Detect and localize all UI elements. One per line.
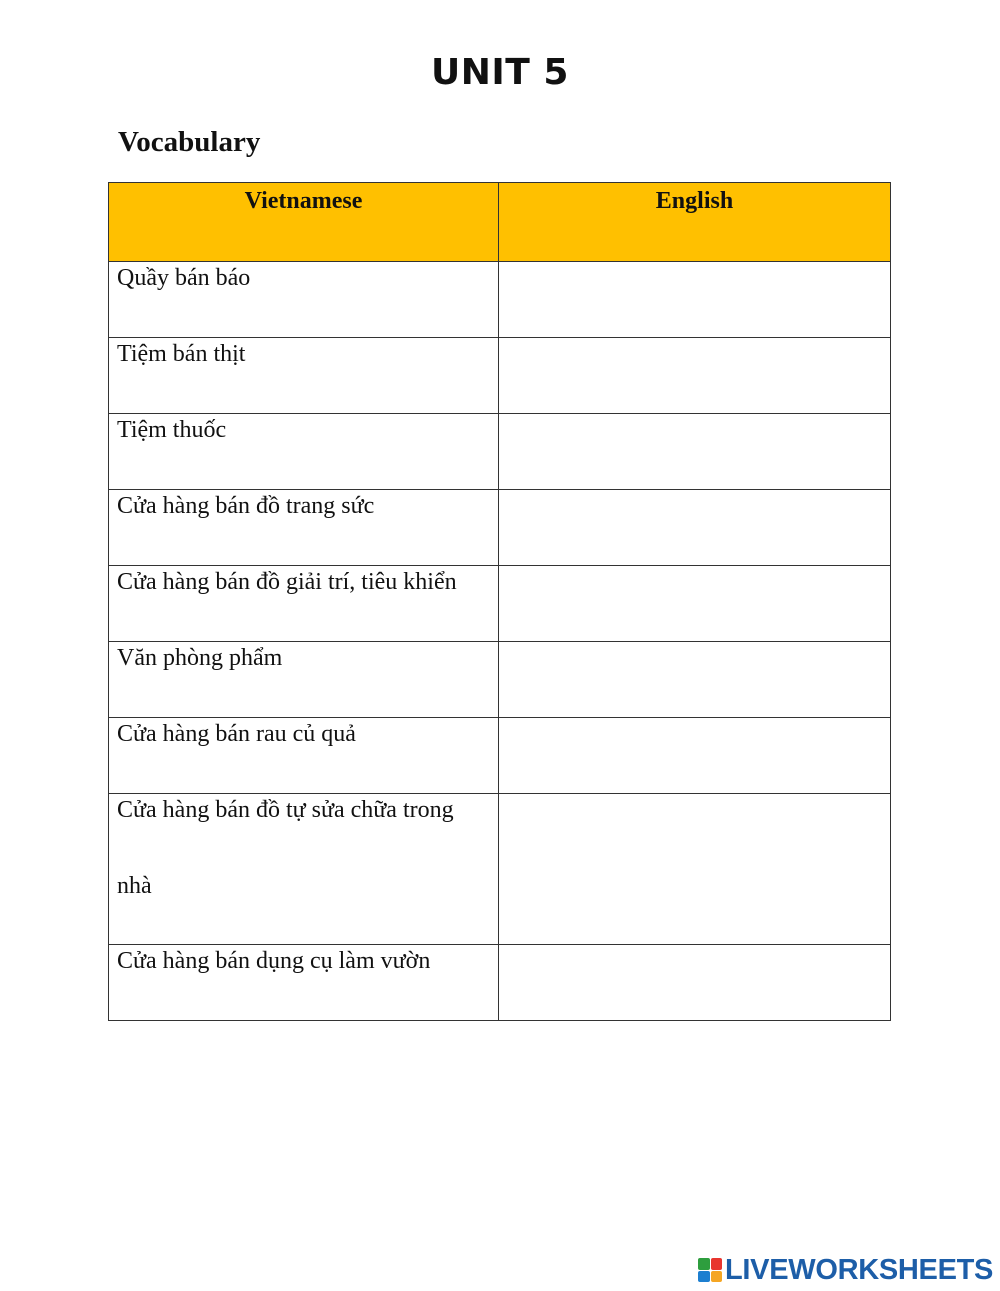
english-answer-cell[interactable] bbox=[499, 490, 891, 566]
vietnamese-cell: Cửa hàng bán dụng cụ làm vườn bbox=[109, 945, 499, 1021]
logo-square bbox=[698, 1271, 710, 1283]
logo-text: LIVEWORKSHEETS bbox=[725, 1253, 994, 1286]
vietnamese-cell: Cửa hàng bán đồ tự sửa chữa trong nhà bbox=[109, 794, 499, 945]
english-answer-cell[interactable] bbox=[499, 414, 891, 490]
logo-square bbox=[698, 1258, 710, 1270]
vietnamese-cell: Tiệm bán thịt bbox=[109, 338, 499, 414]
english-answer-cell[interactable] bbox=[499, 945, 891, 1021]
english-answer-cell[interactable] bbox=[499, 566, 891, 642]
vietnamese-cell: Cửa hàng bán rau củ quả bbox=[109, 718, 499, 794]
vocabulary-table bbox=[108, 182, 891, 1021]
english-answer-cell[interactable] bbox=[499, 338, 891, 414]
liveworksheets-logo-icon bbox=[698, 1258, 722, 1282]
english-answer-cell[interactable] bbox=[499, 642, 891, 718]
table-header-row bbox=[109, 183, 891, 262]
logo-square bbox=[711, 1271, 723, 1283]
english-answer-cell[interactable] bbox=[499, 794, 891, 945]
vietnamese-cell: Tiệm thuốc bbox=[109, 414, 499, 490]
header-english: English bbox=[499, 183, 891, 262]
vietnamese-cell: Quầy bán báo bbox=[109, 262, 499, 338]
liveworksheets-logo bbox=[698, 1254, 993, 1286]
table-row bbox=[109, 338, 891, 414]
table-row bbox=[109, 490, 891, 566]
table-row bbox=[109, 945, 891, 1021]
logo-square bbox=[711, 1258, 723, 1270]
section-heading: Vocabulary bbox=[118, 126, 261, 158]
header-vietnamese: Vietnamese bbox=[109, 183, 499, 262]
english-answer-cell[interactable] bbox=[499, 262, 891, 338]
page-title: UNIT 5 bbox=[431, 52, 569, 93]
table-row bbox=[109, 414, 891, 490]
table-row bbox=[109, 794, 891, 945]
vietnamese-cell: Cửa hàng bán đồ trang sức bbox=[109, 490, 499, 566]
english-answer-cell[interactable] bbox=[499, 718, 891, 794]
vietnamese-cell: Cửa hàng bán đồ giải trí, tiêu khiển bbox=[109, 566, 499, 642]
vietnamese-cell: Văn phòng phẩm bbox=[109, 642, 499, 718]
table-row bbox=[109, 566, 891, 642]
table-row bbox=[109, 642, 891, 718]
table-row bbox=[109, 262, 891, 338]
